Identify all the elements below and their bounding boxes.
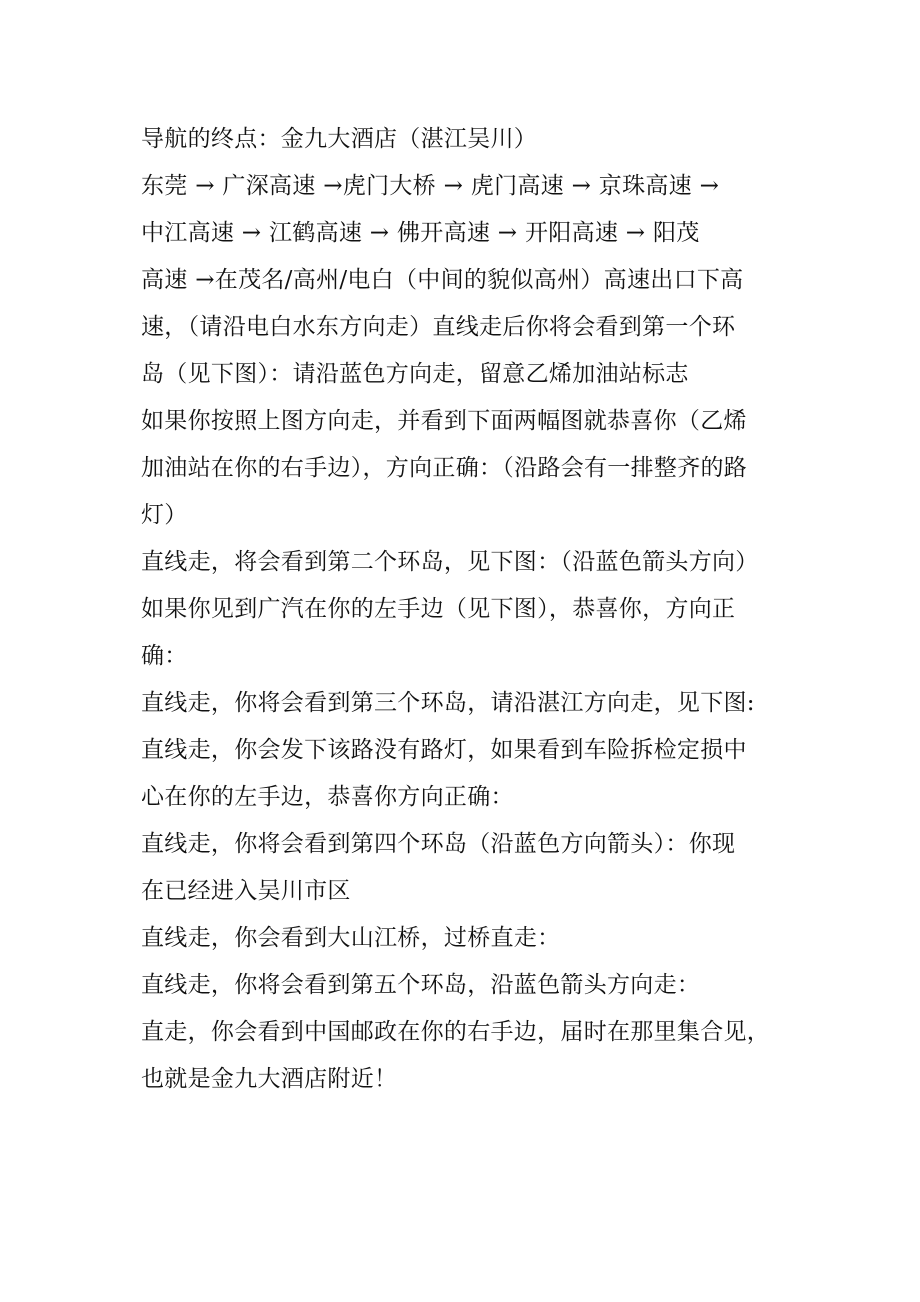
text-line: 高速 →在茂名/高州/电白（中间的貌似高州）高速出口下高 bbox=[141, 267, 744, 293]
text-line: 确： bbox=[141, 643, 188, 669]
text-line: 心在你的左手边，恭喜你方向正确： bbox=[141, 784, 514, 810]
text-line: 直线走，你将会看到第三个环岛，请沿湛江方向走，见下图: bbox=[141, 690, 755, 716]
text-line: 直线走，将会看到第二个环岛，见下图：（沿蓝色箭头方向） bbox=[141, 549, 759, 575]
text-line: 灯） bbox=[141, 502, 188, 528]
text-line: 在已经进入吴川市区 bbox=[141, 878, 351, 904]
text-line: 直走，你会看到中国邮政在你的右手边，届时在那里集合见， bbox=[141, 1019, 771, 1045]
text-line: 如果你见到广汽在你的左手边（见下图），恭喜你，方向正 bbox=[141, 596, 736, 622]
text-line: 如果你按照上图方向走，并看到下面两幅图就恭喜你（乙烯 bbox=[141, 408, 747, 434]
text-line: 岛（见下图）：请沿蓝色方向走，留意乙烯加油站标志 bbox=[141, 361, 689, 387]
text-line: 也就是金九大酒店附近！ bbox=[141, 1066, 398, 1092]
text-line: 中江高速 → 江鹤高速 → 佛开高速 → 开阳高速 → 阳茂 bbox=[141, 220, 700, 246]
text-line: 直线走，你将会看到第五个环岛，沿蓝色箭头方向走： bbox=[141, 972, 701, 998]
text-line: 东莞 → 广深高速 →虎门大桥 → 虎门高速 → 京珠高速 → bbox=[141, 173, 720, 199]
text-line: 导航的终点：金九大酒店（湛江吴川） bbox=[141, 126, 538, 152]
document-body bbox=[141, 116, 811, 1103]
text-line: 速，（请沿电白水东方向走）直线走后你将会看到第一个环 bbox=[141, 314, 736, 340]
text-line: 加油站在你的右手边），方向正确：（沿路会有一排整齐的路 bbox=[141, 455, 748, 481]
text-line: 直线走，你会看到大山江桥，过桥直走： bbox=[141, 925, 561, 951]
text-line: 直线走，你将会看到第四个环岛（沿蓝色方向箭头）：你现 bbox=[141, 831, 736, 857]
text-line: 直线走，你会发下该路没有路灯，如果看到车险拆检定损中 bbox=[141, 737, 747, 763]
